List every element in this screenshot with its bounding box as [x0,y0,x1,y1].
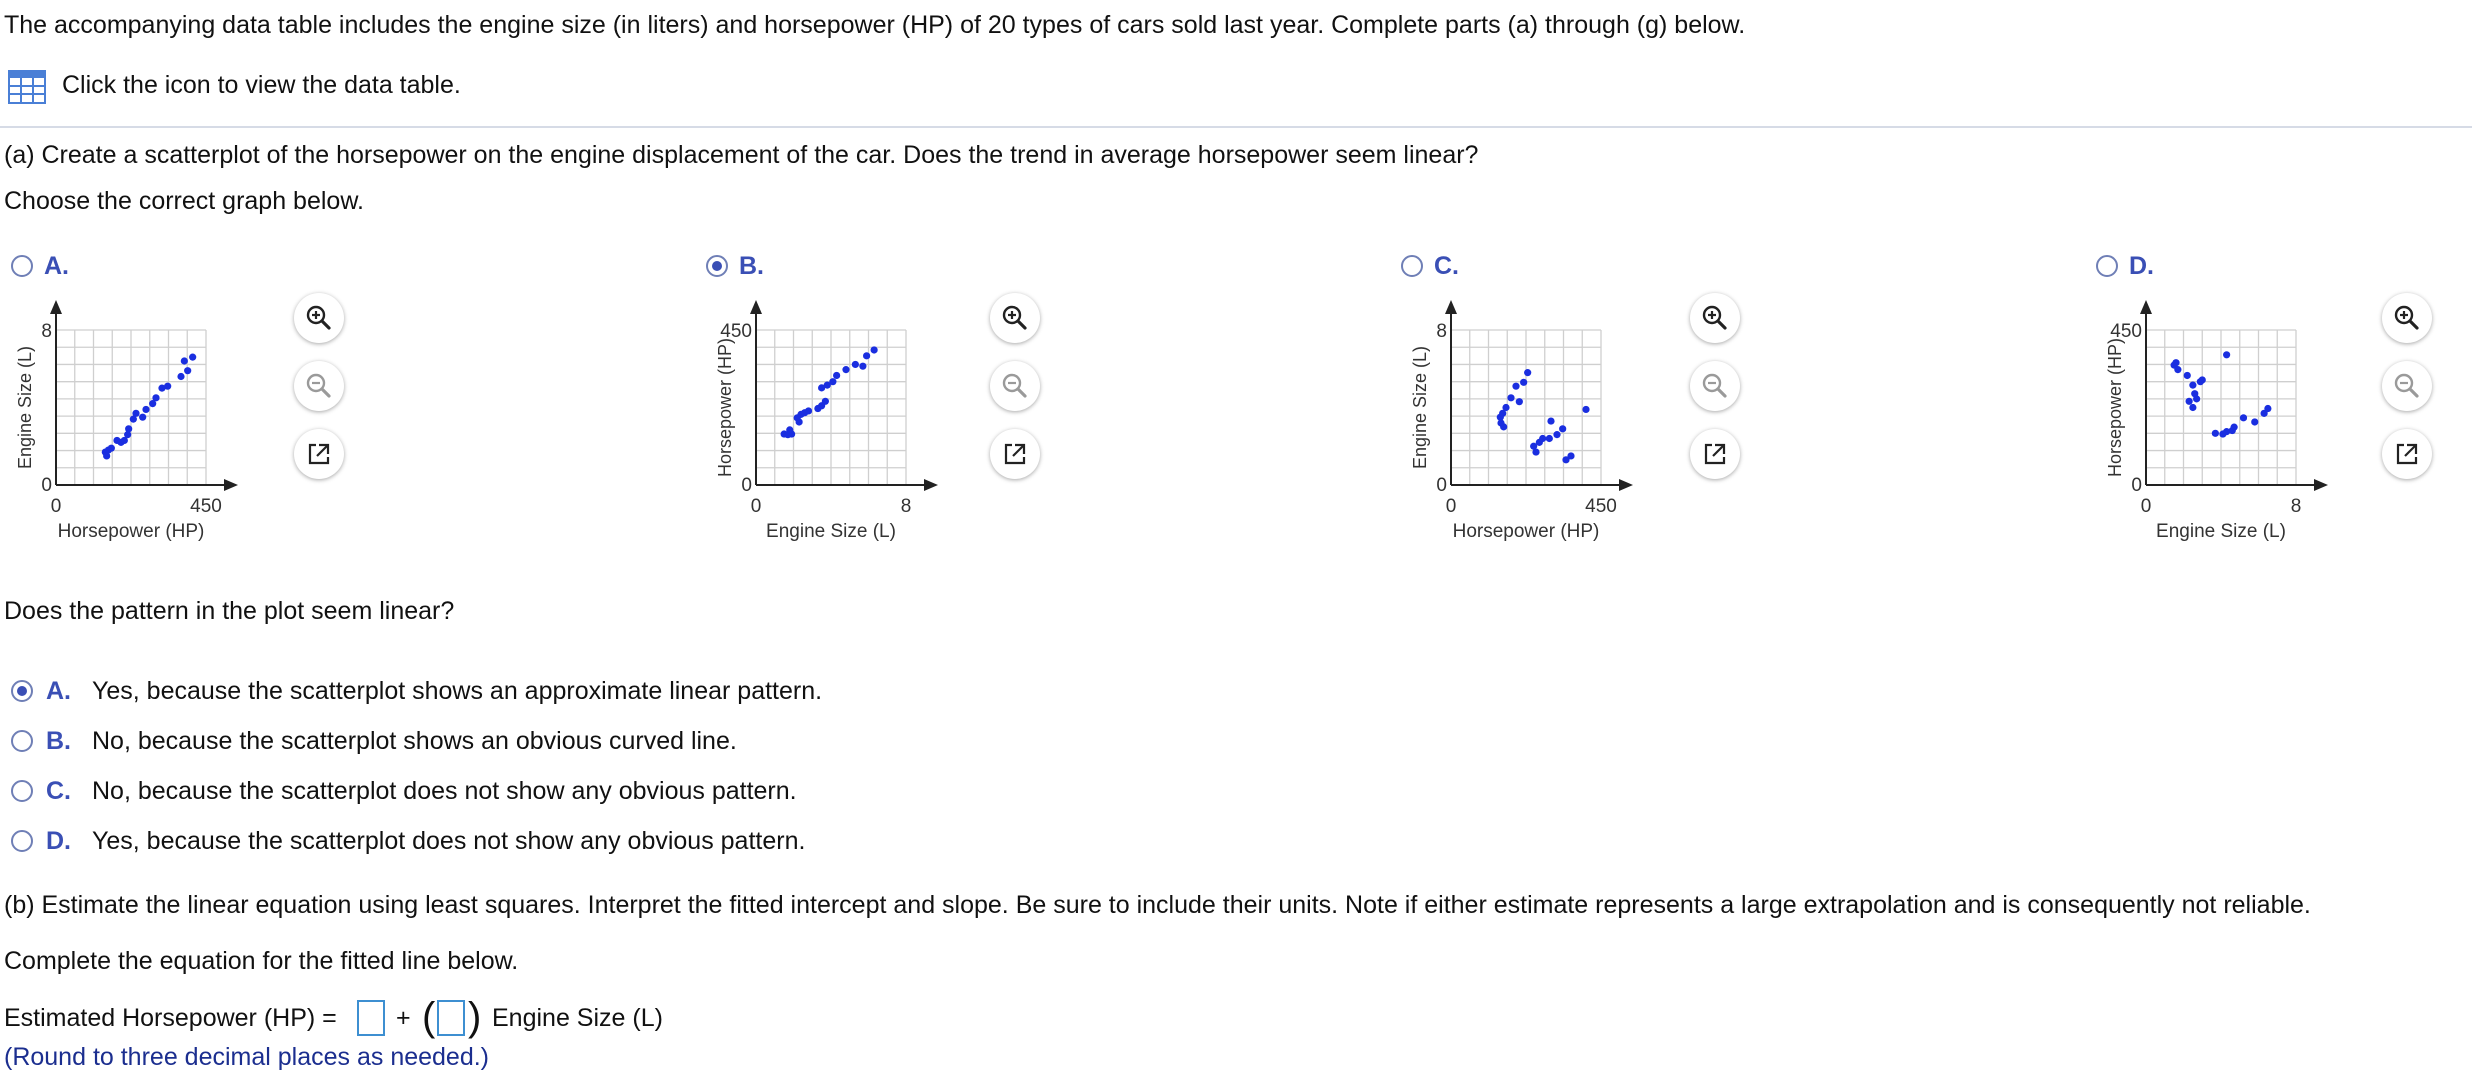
linear-option-b-text: No, because the scatterplot shows an obvious curved line. [92,727,737,755]
graph-option-a-zoom-out-button[interactable] [294,361,344,411]
graph-option-b-letter: B. [739,252,764,280]
external-link-icon [304,439,334,469]
graph-option-c-radio[interactable] [1401,255,1423,277]
linear-option-a-letter: A. [46,677,71,705]
linear-option-b-letter: B. [46,727,71,755]
scatter-point [871,346,878,353]
x-max-tick-label: 450 [1585,496,1617,517]
linear-option-d-text: Yes, because the scatterplot does not show any obvious pattern. [92,827,806,855]
scatter-point [2199,376,2206,383]
scatter-point [833,372,840,379]
scatter-point [184,367,191,374]
y-axis-label: Horsepower (HP) [2105,337,2125,478]
y-axis-arrow [50,300,62,314]
linear-option-c-text: No, because the scatterplot does not show any obvious pattern. [92,777,797,805]
linear-option-d-radio[interactable] [11,830,33,852]
y-axis-label: Engine Size (L) [15,345,35,470]
scatter-point [2189,404,2196,411]
linear-question: Does the pattern in the plot seem linear? [4,597,455,625]
open-paren: ( [422,995,436,1039]
scatter-point [1532,448,1539,455]
zoom-in-icon [1700,303,1730,333]
scatter-point [842,366,849,373]
graph-option-b-zoom-in-button[interactable] [990,293,1040,343]
graph-option-d-zoom-in-button[interactable] [2382,293,2432,343]
graph-option-a-scatterplot [8,295,298,542]
scatter-point [2231,424,2238,431]
graph-option-c-letter: C. [1434,252,1459,280]
zoom-out-icon [2392,371,2422,401]
zoom-in-icon [1000,303,1030,333]
scatter-point [2251,418,2258,425]
x-axis-label: Engine Size (L) [766,521,896,542]
x-max-tick-label: 8 [2290,496,2302,517]
linear-option-c-radio[interactable] [11,780,33,802]
data-table-icon[interactable] [8,70,46,104]
scatter-point [1507,394,1514,401]
y-min-tick-label: 0 [2131,475,2142,496]
external-link-icon [2392,439,2422,469]
x-min-tick-label: 0 [50,496,62,517]
scatter-point [859,363,866,370]
y-axis-label: Engine Size (L) [1410,345,1430,470]
scatter-point [1559,425,1566,432]
part-a-instruction: Choose the correct graph below. [4,187,364,215]
x-axis-label: Engine Size (L) [2156,521,2286,542]
graph-option-b-radio[interactable] [706,255,728,277]
external-link-icon [1000,439,1030,469]
linear-option-a-text: Yes, because the scatterplot shows an approximate linear pattern. [92,677,823,705]
graph-option-b-zoom-out-button[interactable] [990,361,1040,411]
zoom-in-icon [304,303,334,333]
scatter-point [1520,379,1527,386]
y-axis-label: Horsepower (HP) [715,337,735,478]
y-max-tick-label: 450 [720,321,752,342]
scatter-point [125,425,132,432]
rounding-note: (Round to three decimal places as needed.) [4,1043,490,1071]
graph-option-d-letter: D. [2129,252,2154,280]
scatter-point [786,426,793,433]
zoom-out-icon [1700,371,1730,401]
graph-option-a-radio[interactable] [11,255,33,277]
part-a-question: (a) Create a scatterplot of the horsepower on the engine displacement of the car. Does the trend in average horsepower seem linear? [4,141,1479,169]
scatter-point [1502,404,1509,411]
graph-option-d-zoom-out-button[interactable] [2382,361,2432,411]
scatter-point [2189,382,2196,389]
graph-option-d-scatterplot [2098,295,2388,542]
y-min-tick-label: 0 [1436,475,1447,496]
x-min-tick-label: 0 [1445,496,1457,517]
scatter-point [132,410,139,417]
scatter-point [177,373,184,380]
scatter-point [2223,351,2230,358]
x-axis-label: Horsepower (HP) [57,521,205,542]
scatter-point [189,354,196,361]
linear-option-d-letter: D. [46,827,71,855]
y-axis-arrow [2140,300,2152,314]
scatter-point [805,407,812,414]
linear-option-a-radio[interactable] [11,680,33,702]
zoom-in-icon [2392,303,2422,333]
scatter-point [2174,366,2181,373]
equation-prefix: Estimated Horsepower (HP) = [4,1004,337,1032]
x-axis-arrow [1619,479,1633,491]
x-min-tick-label: 0 [2140,496,2152,517]
y-max-tick-label: 8 [41,321,52,342]
graph-option-c-zoom-out-button[interactable] [1690,361,1740,411]
graph-option-b-popout-button[interactable] [990,429,1040,479]
scatter-point [1582,406,1589,413]
scatter-point [108,445,115,452]
y-max-tick-label: 450 [2110,321,2142,342]
graph-option-c-zoom-in-button[interactable] [1690,293,1740,343]
scatter-point [2184,372,2191,379]
graph-option-d-radio[interactable] [2096,255,2118,277]
data-table-link-label[interactable]: Click the icon to view the data table. [62,71,461,99]
x-min-tick-label: 0 [750,496,762,517]
scatter-point [829,378,836,385]
scatter-point [1512,383,1519,390]
close-paren: ) [468,995,482,1039]
scatter-point [139,414,146,421]
plus-sign: + [396,1004,411,1032]
intro-text: The accompanying data table includes the engine size (in liters) and horsepower (HP) of 20 types of cars sold last year. Complete parts (a) through (g) below. [4,11,1746,39]
intercept-input[interactable] [357,1000,385,1036]
graph-option-a-popout-button[interactable] [294,429,344,479]
scatter-point [2264,405,2271,412]
x-max-tick-label: 450 [190,496,222,517]
graph-option-c-popout-button[interactable] [1690,429,1740,479]
scatter-point [1524,369,1531,376]
scatter-point [2186,398,2193,405]
linear-option-b-radio[interactable] [11,730,33,752]
scatter-point [863,352,870,359]
zoom-out-icon [1000,371,1030,401]
scatter-point [1516,398,1523,405]
graph-option-b-scatterplot [708,295,998,542]
section-divider [0,126,2472,128]
x-axis-arrow [2314,479,2328,491]
x-axis-arrow [924,479,938,491]
scatter-point [152,394,159,401]
graph-option-c-scatterplot [1403,295,1693,542]
x-max-tick-label: 8 [900,496,912,517]
graph-option-a-zoom-in-button[interactable] [294,293,344,343]
y-axis-arrow [1445,300,1457,314]
scatter-point [822,398,829,405]
graph-option-d-popout-button[interactable] [2382,429,2432,479]
y-min-tick-label: 0 [741,475,752,496]
zoom-out-icon [304,371,334,401]
scatter-point [1546,435,1553,442]
scatter-point [2172,359,2179,366]
scatter-point [1539,435,1546,442]
y-max-tick-label: 8 [1436,321,1447,342]
y-axis-arrow [750,300,762,314]
part-b-question: (b) Estimate the linear equation using least squares. Interpret the fitted intercept and slope. Be sure to include their units. Note if either estimate represents a large extrapolation and is consequently not reliable. [4,891,2311,919]
linear-option-c-letter: C. [46,777,71,805]
scatter-point [142,406,149,413]
y-min-tick-label: 0 [41,475,52,496]
scatter-point [2212,430,2219,437]
x-axis-arrow [224,479,238,491]
scatter-point [1553,431,1560,438]
scatter-point [1547,417,1554,424]
scatter-point [2240,414,2247,421]
scatter-point [164,383,171,390]
graph-option-a-letter: A. [44,252,69,280]
scatter-point [181,357,188,364]
equation-suffix: Engine Size (L) [492,1004,663,1032]
x-axis-label: Horsepower (HP) [1452,521,1600,542]
scatter-point [852,361,859,368]
scatter-point [2193,395,2200,402]
part-b-instruction: Complete the equation for the fitted line below. [4,947,519,975]
external-link-icon [1700,439,1730,469]
slope-input[interactable] [437,1000,465,1036]
scatter-point [1567,452,1574,459]
scatter-point [1500,423,1507,430]
